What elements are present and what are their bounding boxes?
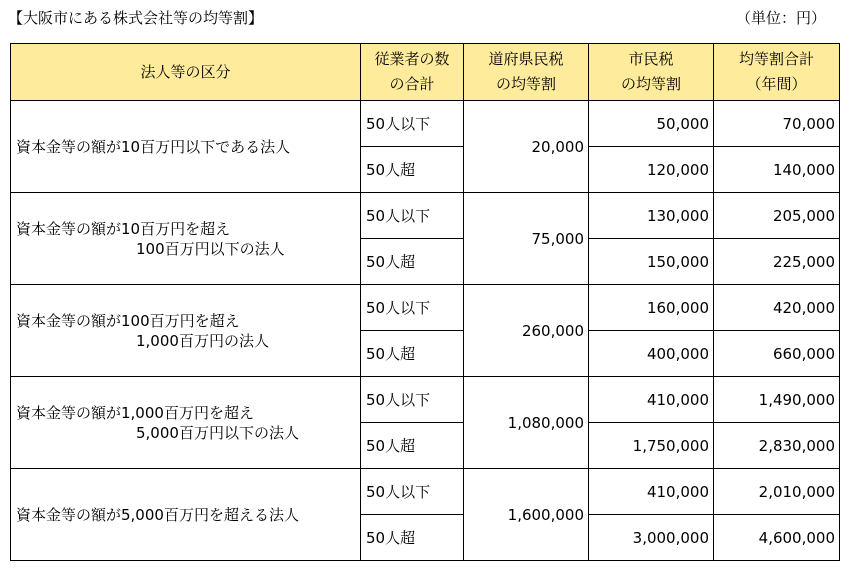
equal-levy-table [10,43,840,561]
city-cell: 3,000,000 [589,515,714,561]
employees-cell: 50人以下 [361,377,464,423]
total-cell: 140,000 [714,147,840,193]
header-city-line-1: 市民税 [628,50,674,68]
total-cell: 420,000 [714,285,840,331]
header-employees-line-1: 従業者の数 [374,50,450,68]
prefectural-cell: 20,000 [464,101,589,193]
total-cell: 205,000 [714,193,840,239]
city-cell: 1,750,000 [589,423,714,469]
category-cell [11,193,361,285]
category-cell [11,377,361,469]
header-employees-line-2: の合計 [389,75,435,93]
category-line-2: 100百万円以下の法人 [136,239,285,258]
unit-label: （単位：円） [735,9,826,27]
prefectural-cell: 260,000 [464,285,589,377]
prefectural-cell: 1,080,000 [464,377,589,469]
category-line-1: 資本金等の額が10百万円を超え [16,219,231,238]
category-line-1: 資本金等の額が1,000百万円を超え [16,403,254,422]
employees-cell: 50人以下 [361,101,464,147]
category-line-1: 資本金等の額が100百万円を超え [16,311,240,330]
city-cell: 120,000 [589,147,714,193]
header-prefectural-line-2: の均等割 [495,75,556,93]
total-cell: 2,010,000 [714,469,840,515]
header-total [714,44,840,101]
header-category: 法人等の区分 [11,44,361,101]
employees-cell: 50人超 [361,239,464,285]
city-cell: 150,000 [589,239,714,285]
category-line-2: 1,000百万円の法人 [136,331,269,350]
header-row [11,44,840,101]
category-line-2: 5,000百万円以下の法人 [136,423,299,442]
table-title: 【大阪市にある株式会社等の均等割】 [8,9,264,27]
header-total-line-2: （年間） [746,75,807,93]
header-city [589,44,714,101]
table-row [11,285,840,331]
employees-cell: 50人超 [361,147,464,193]
header-prefectural-line-1: 道府県民税 [488,50,564,68]
city-cell: 130,000 [589,193,714,239]
category-line-1: 資本金等の額が5,000百万円を超える法人 [16,505,299,524]
employees-cell: 50人以下 [361,285,464,331]
category-cell [11,101,361,193]
table-row [11,377,840,423]
employees-cell: 50人以下 [361,193,464,239]
category-cell [11,469,361,561]
total-cell: 660,000 [714,331,840,377]
city-cell: 410,000 [589,469,714,515]
employees-cell: 50人以下 [361,469,464,515]
city-cell: 50,000 [589,101,714,147]
city-cell: 400,000 [589,331,714,377]
table-row [11,193,840,239]
employees-cell: 50人超 [361,515,464,561]
prefectural-cell: 1,600,000 [464,469,589,561]
table-row [11,469,840,515]
city-cell: 160,000 [589,285,714,331]
table-row [11,101,840,147]
total-cell: 1,490,000 [714,377,840,423]
header-prefectural [464,44,589,101]
header-total-line-1: 均等割合計 [738,50,814,68]
total-cell: 70,000 [714,101,840,147]
prefectural-cell: 75,000 [464,193,589,285]
city-cell: 410,000 [589,377,714,423]
header-employees [361,44,464,101]
category-cell [11,285,361,377]
header-city-line-2: の均等割 [620,75,681,93]
employees-cell: 50人超 [361,331,464,377]
category-line-1: 資本金等の額が10百万円以下である法人 [16,137,291,156]
total-cell: 225,000 [714,239,840,285]
employees-cell: 50人超 [361,423,464,469]
total-cell: 4,600,000 [714,515,840,561]
total-cell: 2,830,000 [714,423,840,469]
